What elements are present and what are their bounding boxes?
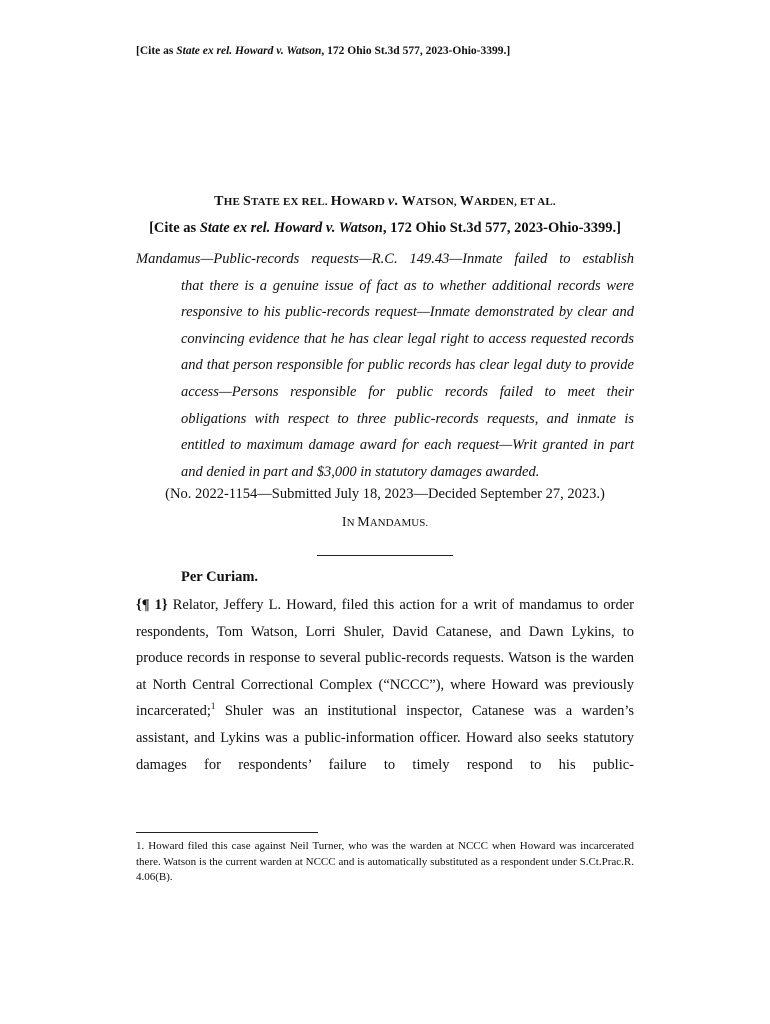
paragraph-text: Shuler was an institutional inspector, Catanese was a warden’s assistant, and Lykins was a public-information officer. Howard also seeks statutory damages for respondents’ failure to timely respond to his public- — [136, 703, 634, 773]
header-cite-suffix: , 172 Ohio St.3d 577, 2023-Ohio-3399.] — [321, 45, 511, 57]
header-citation — [136, 45, 510, 57]
opinion-paragraph — [136, 592, 634, 778]
title-part: H — [330, 194, 342, 209]
title-part: HE — [223, 196, 243, 208]
title-versus: v — [388, 194, 395, 209]
title-part: S — [242, 194, 251, 209]
syllabus-body: that there is a genuine issue of fact as to whether additional records were responsive to his public-records request—Inmate demonstrated by clear and convincing evidence that he has clear legal right to access requested records and that person responsible for public records has clear legal duty to provide access—Persons responsible for public records failed to meet their obligations with respect to three public-records requests, and inmate is entitled to maximum damage award for each request—Writ granted in part and denied in part and $3,000 in statutory damages awarded. — [181, 277, 634, 480]
title-part: . W — [394, 194, 416, 209]
footnote: 1. Howard filed this case against Neil Turner, who was the warden at NCCC when Howard was incarcerated there. Watson is the current warden at NCCC and is automatically substituted as a respondent under S.Ct.Prac.R. 4.06(B). — [136, 840, 634, 883]
case-title — [0, 194, 770, 210]
cite-suffix: , 172 Ohio St.3d 577, 2023-Ohio-3399.] — [382, 220, 621, 236]
header-cite-prefix: [Cite as — [136, 45, 177, 57]
docket-line: (No. 2022-1154—Submitted July 18, 2023—Decided September 27, 2023.) — [165, 486, 605, 502]
title-part: ARDEN, ET AL. — [473, 196, 556, 208]
heading-part: I — [341, 515, 347, 530]
title-part: T — [214, 194, 224, 209]
syllabus-first-line: Mandamus—Public-records requests—R.C. 149.43—Inmate failed to establish — [136, 251, 634, 267]
cite-prefix: [Cite as — [149, 220, 200, 236]
cite-case-name: State ex rel. Howard v. Watson — [199, 220, 383, 236]
heading-part: N — [346, 517, 358, 529]
footnote-reference[interactable]: 1 — [210, 701, 216, 712]
paragraph-number: {¶ 1} — [136, 597, 168, 613]
citation-line — [0, 220, 770, 237]
per-curiam-heading: Per Curiam. — [181, 569, 259, 585]
syllabus — [136, 246, 634, 485]
paragraph-text: Relator, Jeffery L. Howard, filed this action for a writ of mandamus to order respondents, Tom Watson, Lorri Shuler, David Catanese, and Dawn Lykins, to produce records in response to several public-records requests. Watson is the warden at North Central Correctional Complex (“NCCC”), where Howard was previously incarcerated; — [136, 597, 635, 720]
title-part: OWARD — [341, 196, 388, 208]
title-part: TATE EX REL. — [250, 196, 331, 208]
footnote-rule — [136, 832, 318, 833]
heading-part: ANDAMUS. — [369, 517, 429, 529]
title-part: ATSON, — [415, 196, 460, 208]
title-part: W — [459, 194, 474, 209]
header-case-name: State ex rel. Howard v. Watson — [176, 45, 322, 57]
in-mandamus-heading — [0, 515, 770, 531]
section-divider — [317, 555, 453, 556]
heading-part: M — [357, 515, 370, 530]
